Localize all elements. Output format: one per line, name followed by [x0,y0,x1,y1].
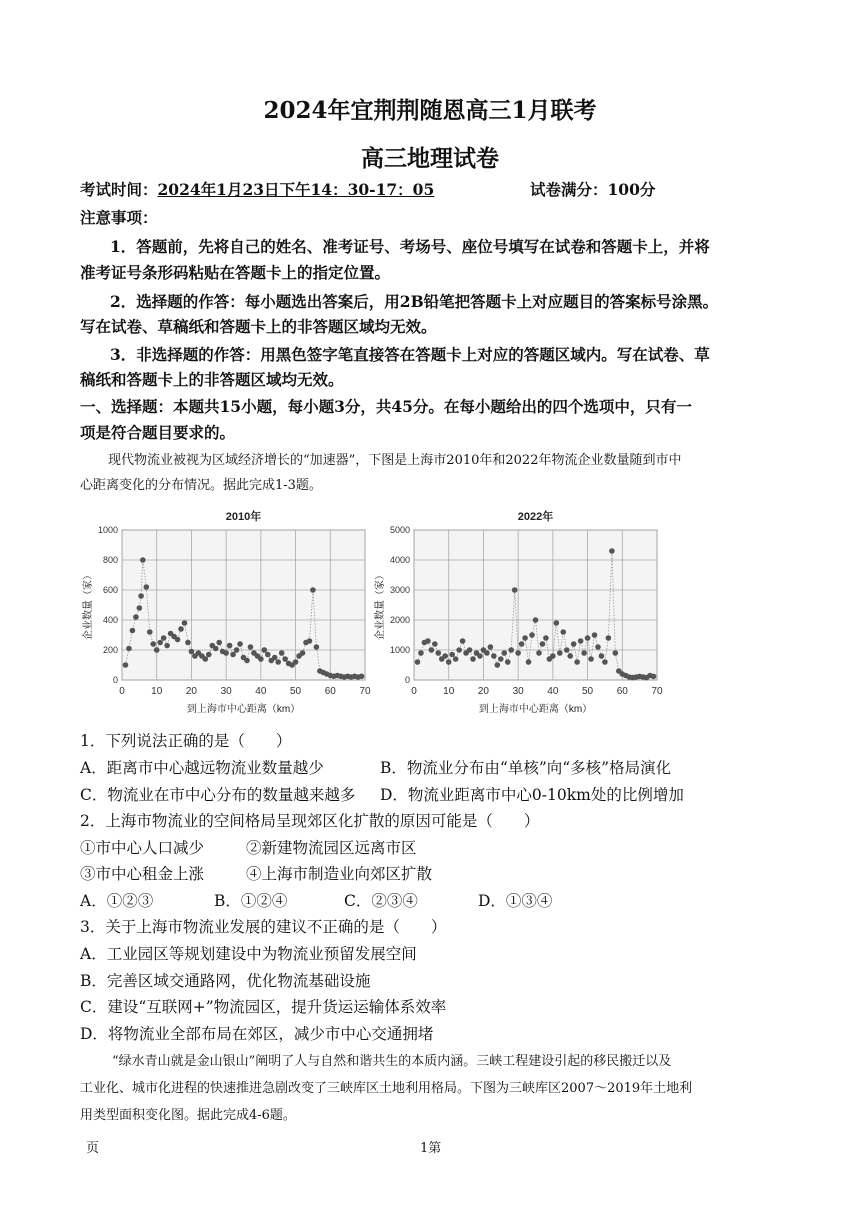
data-point [138,593,144,599]
data-point [227,643,233,649]
x-tick-label: 0 [119,686,125,697]
data-point [314,644,320,650]
plot-area [414,530,657,680]
q2-option-d: D．①③④ [478,892,553,910]
chart-title: 2010年 [225,511,262,523]
data-point [512,587,518,593]
data-point [498,656,504,662]
data-point [529,632,535,638]
data-point [505,659,511,665]
data-point [491,653,497,659]
note-3-line1: 3．非选择题的作答：用黑色签字笔直接答在答题卡上对应的答题区域内。写在试卷、草 [110,345,710,364]
note-3-line2: 稿纸和答题卡上的非答题区域均无效。 [80,370,344,389]
y-tick-label: 0 [112,675,118,685]
data-point [133,614,139,620]
data-point [526,659,532,665]
data-point [536,650,542,656]
data-point [574,659,580,665]
q3-option-d: D．将物流业全部布局在郊区，减少市中心交通拥堵 [80,1025,434,1043]
section-heading-line2: 项是符合题目要求的。 [80,423,236,442]
data-point [154,647,160,653]
data-point [453,656,459,662]
intro2-line2: 工业化、城市化进程的快速推进急剧改变了三峡库区土地利用格局。下图为三峡库区2007～2019年土地利 [80,1081,693,1096]
data-point [495,662,501,668]
q2-item-1: ①市中心人口减少 [80,839,205,857]
data-point [550,653,556,659]
data-point [543,635,549,641]
data-point [123,662,129,668]
chart-2022 [372,500,672,725]
data-point [436,650,442,656]
data-point [467,647,473,653]
data-point [578,638,584,644]
data-point [216,640,222,646]
data-point [446,659,452,665]
data-point [540,641,546,647]
y-tick-label: 3000 [389,585,410,595]
footer-page-number: 1第 [420,1141,442,1156]
q1-option-a: A．距离市中心越远物流业数量越少 [80,759,324,777]
data-point [275,659,281,665]
exam-subtitle: 高三地理试卷 [361,145,499,172]
data-point [571,641,577,647]
data-point [206,652,212,658]
x-tick-label: 30 [512,686,524,697]
x-tick-label: 40 [255,686,267,697]
q2-option-b: B．①②④ [214,892,288,910]
data-point [272,655,278,661]
data-point [282,656,288,662]
data-point [130,628,136,634]
data-point [449,652,455,658]
note-2-line1: 2．选择题的作答：每小题选出答案后，用2B铅笔把答题卡上对应题目的答案标号涂黑。 [110,292,719,311]
x-tick-label: 70 [651,686,663,697]
data-point [300,650,306,656]
data-point [515,650,521,656]
data-point [230,652,236,658]
data-point [258,656,264,662]
q1-option-c: C．物流业在市中心分布的数量越来越多 [80,786,356,804]
data-point [157,640,163,646]
x-tick-label: 60 [324,686,336,697]
exam-time-label: 考试时间： [80,180,158,199]
intro1-line2: 心距离变化的分布情况。据此完成1-3题。 [80,478,322,493]
data-point [432,641,438,647]
y-tick-label: 0 [404,675,410,685]
data-point [140,557,146,563]
data-point [442,653,448,659]
x-tick-label: 50 [582,686,594,697]
data-point [425,638,431,644]
data-point [144,584,150,590]
data-point [150,641,156,647]
data-point [484,650,490,656]
x-tick-label: 60 [616,686,628,697]
data-point [237,641,243,647]
data-point [519,641,525,647]
data-point [602,659,608,665]
chart-title: 2022年 [517,511,554,523]
q2-item-3: ③市中心租金上涨 [80,865,205,883]
q3-option-a: A．工业园区等规划建设中为物流业预留发展空间 [80,945,417,963]
data-point [185,640,191,646]
data-point [248,644,254,650]
x-tick-label: 20 [477,686,489,697]
section-heading-line1: 一、选择题：本题共15小题，每小题3分，共45分。在每小题给出的四个选项中，只有一 [80,397,692,416]
x-tick-label: 40 [547,686,559,697]
q1-option-d: D．物流业距离市中心0-10km处的比例增加 [380,786,684,804]
data-point [310,587,316,593]
q2-item-4: ④上海市制造业向郊区扩散 [246,865,433,883]
intro2-line3: 用类型面积变化图。据此完成4-6题。 [80,1108,296,1123]
data-point [585,635,591,641]
data-point [554,620,560,626]
notes-heading: 注意事项： [80,208,158,227]
data-point [265,652,271,658]
x-axis-label: 到上海市中心距离（km） [186,704,301,715]
data-point [599,653,605,659]
data-point [488,644,494,650]
y-tick-label: 5000 [389,525,410,535]
data-point [293,659,299,665]
data-point [178,626,184,632]
data-point [564,647,570,653]
data-point [262,647,268,653]
data-point [164,643,170,649]
data-point [279,650,285,656]
y-tick-label: 600 [102,585,118,595]
data-point [234,647,240,653]
y-tick-label: 400 [102,615,118,625]
data-point [613,650,619,656]
x-axis-label: 到上海市中心距离（km） [478,704,593,715]
q3-option-b: B．完善区域交通路网，优化物流基础设施 [80,972,371,990]
data-point [456,647,462,653]
y-axis-label: 企业数量（家） [375,570,386,640]
data-point [307,638,313,644]
y-tick-label: 1000 [389,645,410,655]
data-point [359,673,365,679]
q2-option-a: A．①②③ [80,892,154,910]
exam-time [80,178,434,200]
question-3: 3．关于上海市物流业发展的建议不正确的是（ ） [80,918,447,936]
data-point [203,656,209,662]
data-point [147,629,153,635]
y-tick-label: 800 [102,555,118,565]
intro2-line1: “绿水青山就是金山银山”阐明了人与自然和谐共生的本质内涵。三峡工程建设引起的移民搬迁以及 [112,1054,672,1069]
data-point [606,635,612,641]
data-point [592,632,598,638]
y-tick-label: 4000 [389,555,410,565]
data-point [126,646,132,652]
x-tick-label: 70 [359,686,371,697]
note-1-line1: 1．答题前，先将自己的姓名、准考证号、考场号、座位号填写在试卷和答题卡上，并将 [110,237,710,256]
data-point [595,644,601,650]
exam-time-value: 2024年1月23日下午14：30-17：05 [157,180,435,199]
y-tick-label: 2000 [389,615,410,625]
data-point [415,659,421,665]
intro1-line1: 现代物流业被视为区域经济增长的“加速器”，下图是上海市2010年和2022年物流企业数量随到市中 [108,453,682,468]
x-tick-label: 20 [185,686,197,697]
data-point [470,656,476,662]
x-tick-label: 30 [220,686,232,697]
data-point [418,650,424,656]
question-2: 2．上海市物流业的空间格局呈现郊区化扩散的原因可能是（ ） [80,812,540,830]
data-point [609,548,615,554]
x-tick-label: 0 [411,686,417,697]
data-point [522,635,528,641]
exam-title: 2024年宜荆荆随恩高三1月联考 [263,97,597,124]
data-point [460,638,466,644]
footer-page-left: 页 [86,1141,100,1156]
data-point [429,647,435,653]
data-point [651,674,657,680]
x-tick-label: 10 [443,686,455,697]
chart-2010 [80,500,380,725]
question-1: 1．下列说法正确的是（ ） [80,732,292,750]
data-point [588,656,594,662]
x-tick-label: 10 [151,686,163,697]
note-2-line2: 写在试卷、草稿纸和答题卡上的非答题区域均无效。 [80,317,437,336]
q2-item-2: ②新建物流园区远离市区 [246,839,417,857]
data-point [244,658,250,664]
y-axis-label: 企业数量（家） [83,570,94,640]
data-point [213,646,219,652]
data-point [161,635,167,641]
data-point [560,629,566,635]
data-point [533,617,539,623]
data-point [501,650,507,656]
data-point [223,650,229,656]
data-point [508,647,514,653]
data-point [137,605,143,611]
y-tick-label: 1000 [97,525,118,535]
y-tick-label: 200 [102,645,118,655]
q1-option-b: B．物流业分布由“单核”向“多核”格局演化 [380,759,672,777]
x-tick-label: 50 [290,686,302,697]
q2-option-c: C．②③④ [344,892,418,910]
data-point [182,620,188,626]
data-point [557,650,563,656]
exam-score: 试卷满分：100分 [530,180,656,199]
note-1-line2: 准考证号条形码粘贴在答题卡上的指定位置。 [80,263,391,282]
data-point [567,653,573,659]
data-point [189,649,195,655]
data-point [175,637,181,643]
q3-option-c: C．建设“互联网+”物流园区，提升货运运输体系效率 [80,998,447,1016]
data-point [581,650,587,656]
data-point [477,653,483,659]
